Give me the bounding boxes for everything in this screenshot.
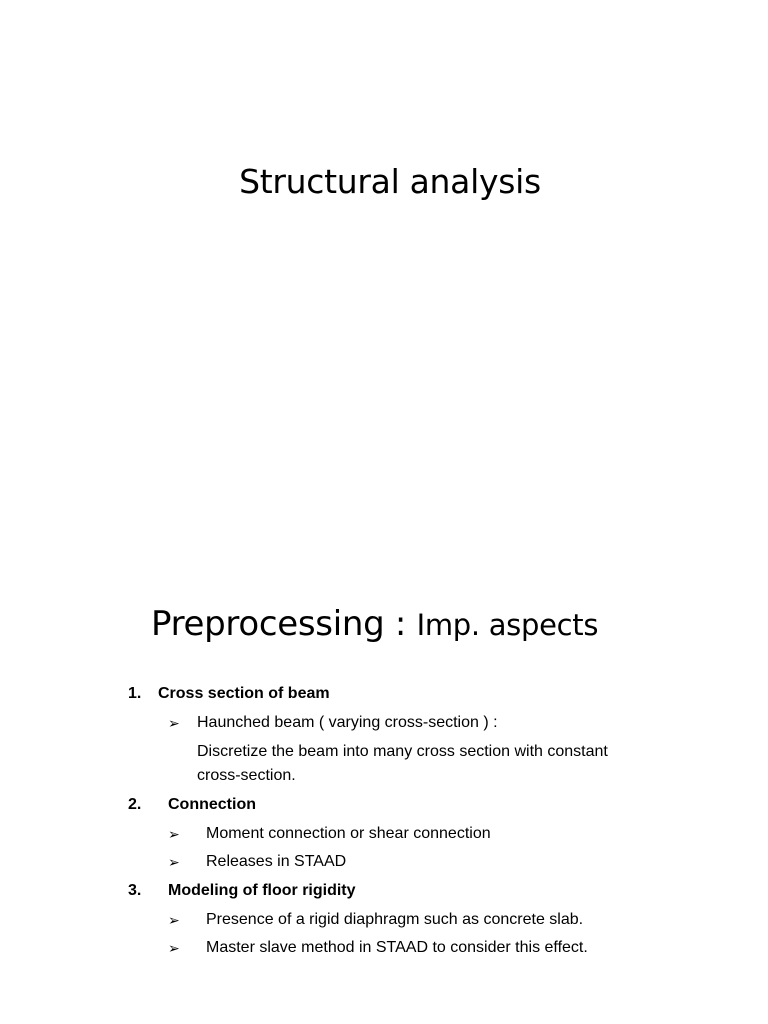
bullet-1-1: Haunched beam ( varying cross-section ) : bbox=[197, 714, 498, 731]
item-number-2: 2. bbox=[128, 796, 142, 813]
bullet-3-1: Presence of a rigid diaphragm such as concrete slab. bbox=[206, 911, 584, 928]
bullet-2-1: Moment connection or shear connection bbox=[206, 825, 491, 842]
continuation-1-1: Discretize the beam into many cross section with constant bbox=[197, 743, 608, 760]
bullet-3-2: Master slave method in STAAD to consider this effect. bbox=[206, 939, 588, 956]
section-title-sub: Imp. aspects bbox=[416, 608, 599, 642]
bullet-arrow-icon: ➢ bbox=[168, 854, 180, 870]
continuation-1-2: cross-section. bbox=[197, 767, 296, 784]
bullet-arrow-icon: ➢ bbox=[168, 940, 180, 956]
bullet-arrow-icon: ➢ bbox=[168, 912, 180, 928]
item-heading-2: Connection bbox=[168, 796, 256, 813]
section-title bbox=[151, 604, 598, 644]
main-title: Structural analysis bbox=[239, 162, 541, 201]
section-title-main: Preprocessing : bbox=[151, 604, 417, 644]
bullet-2-2: Releases in STAAD bbox=[206, 853, 347, 870]
item-heading-1: Cross section of beam bbox=[158, 685, 330, 702]
item-heading-3: Modeling of floor rigidity bbox=[168, 882, 356, 899]
item-number-1: 1. bbox=[128, 685, 142, 702]
bullet-arrow-icon: ➢ bbox=[168, 826, 180, 842]
item-number-3: 3. bbox=[128, 882, 142, 899]
bullet-arrow-icon: ➢ bbox=[168, 715, 180, 731]
